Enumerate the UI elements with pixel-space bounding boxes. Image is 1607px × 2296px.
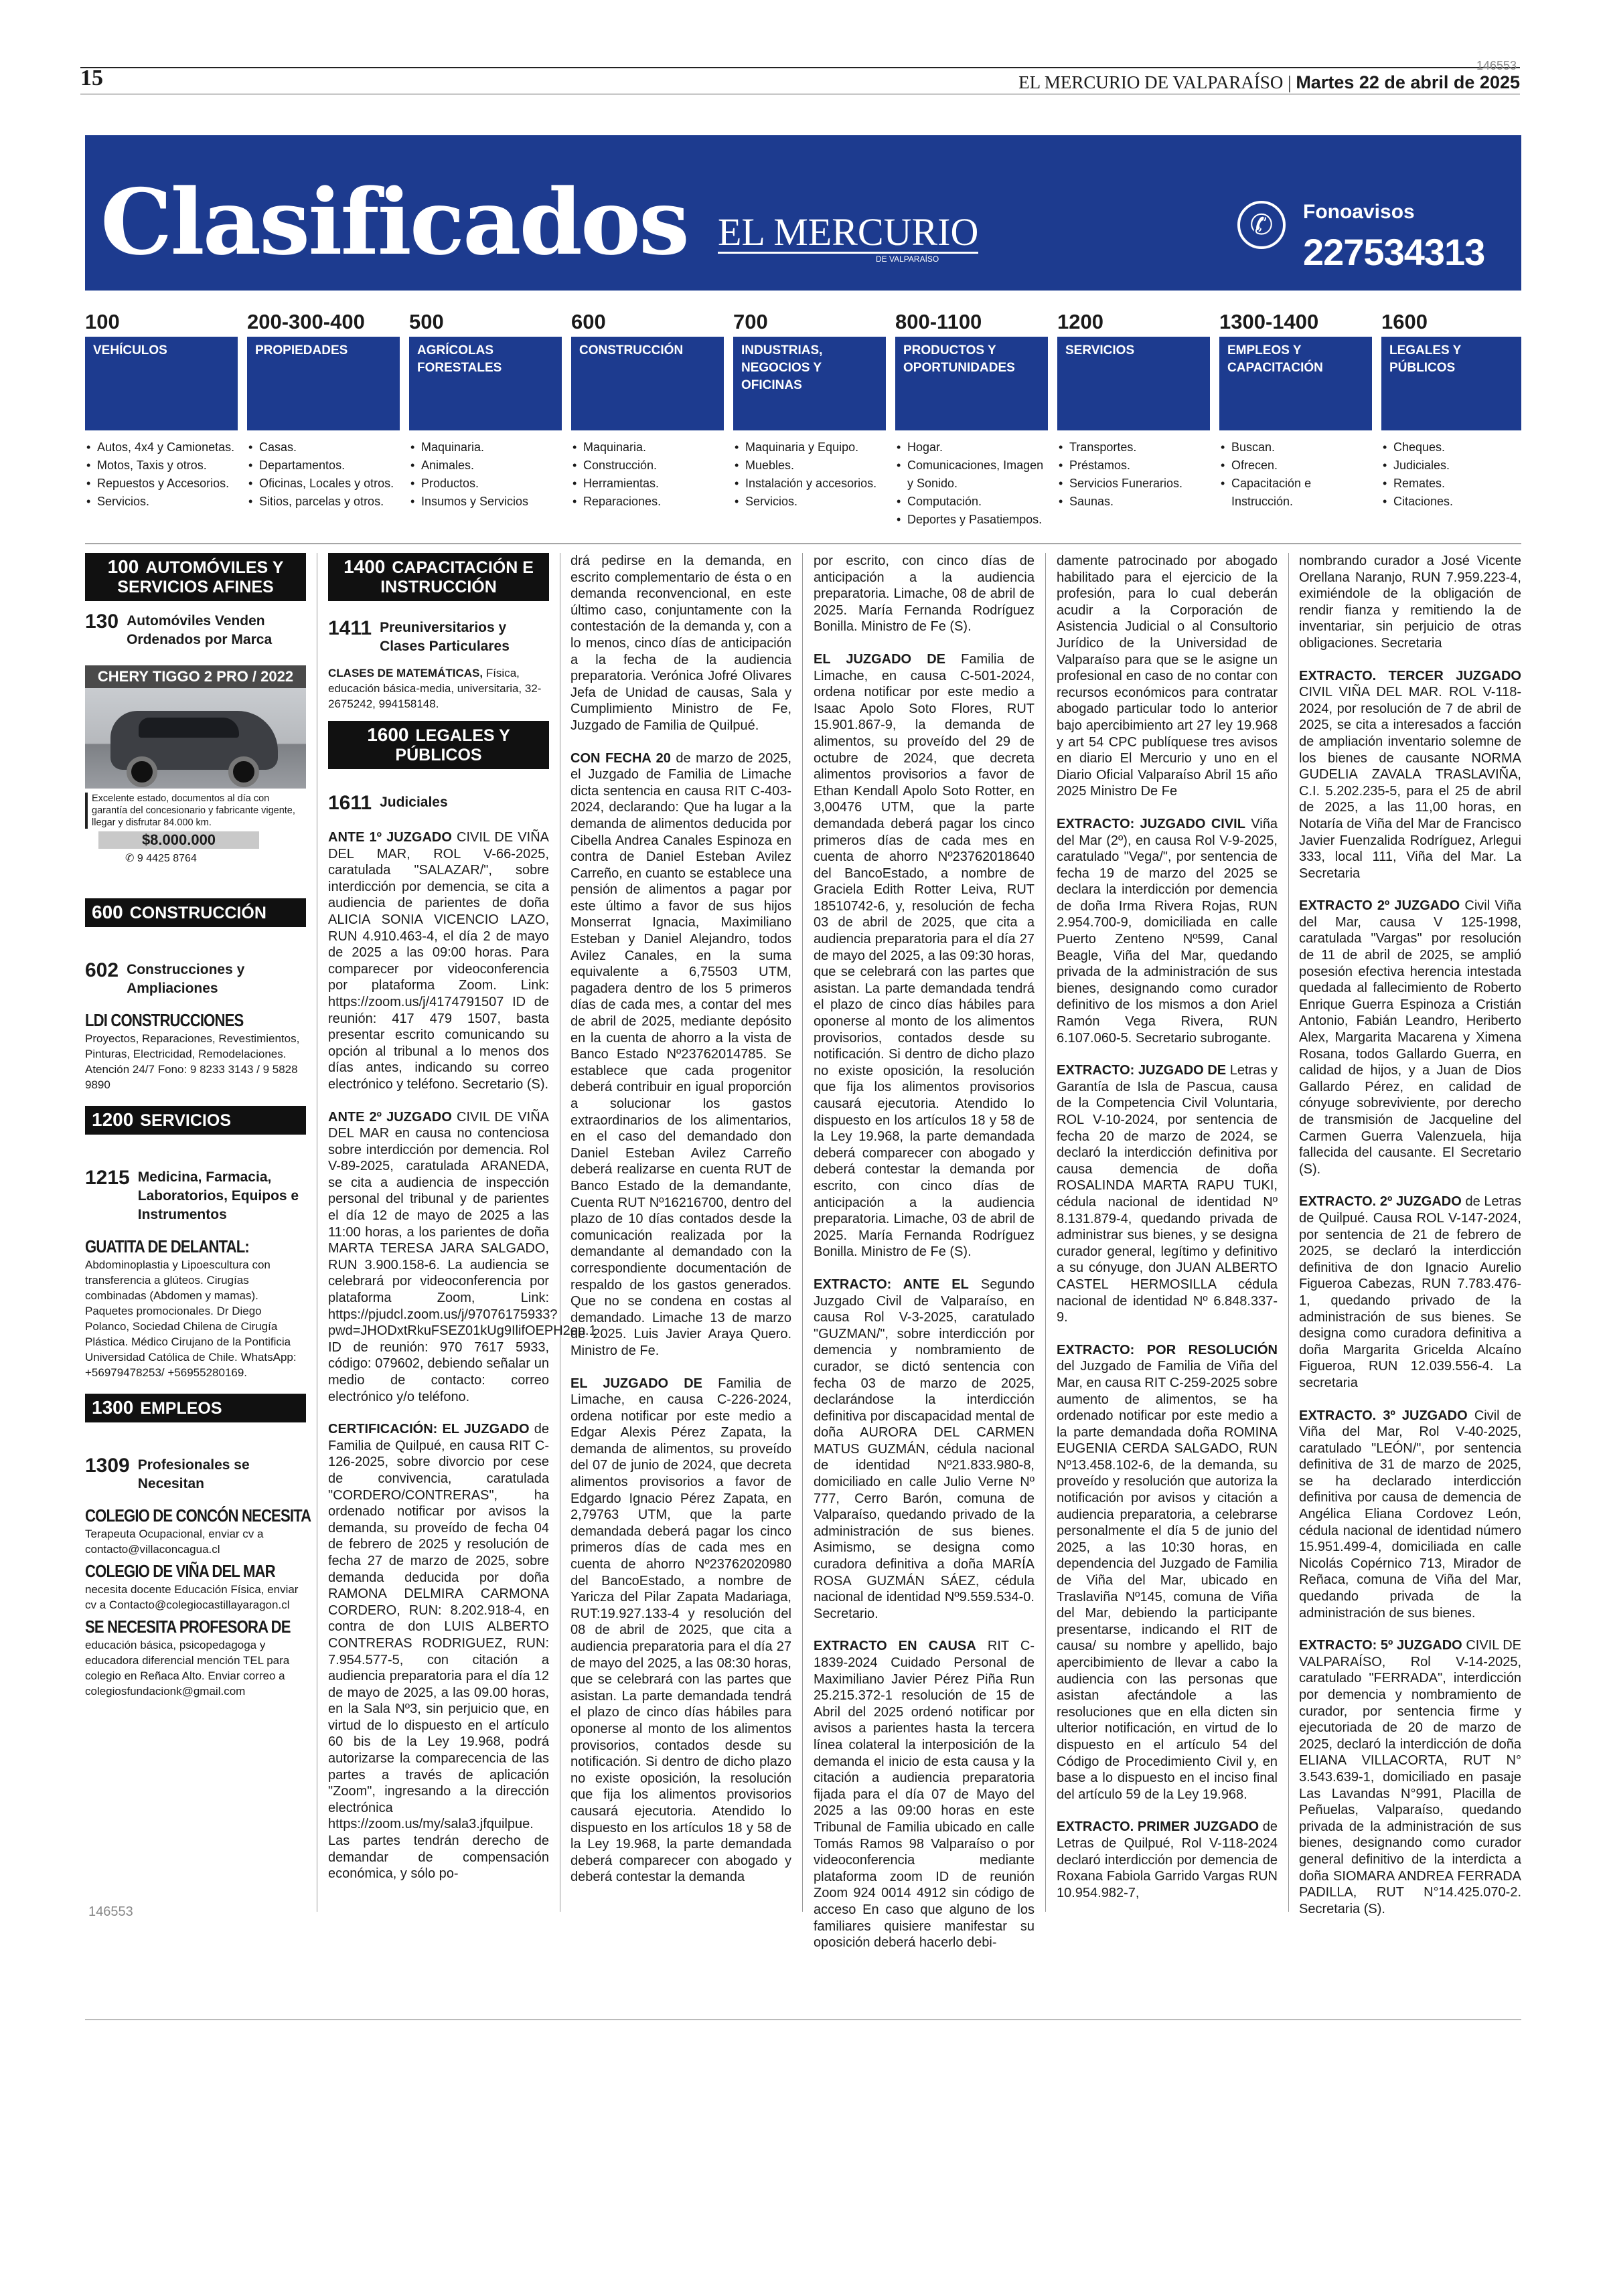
legal-notice: EXTRACTO. 2º JUZGADO de Letras de Quilpué. Causa ROL V-147-2024, por sentencia de 21 de febrero de 2025, se declaró la interdicción definitiva de don Ignacio Aurelio Figueroa Cabezas, RUN 7.783.476-1, quedando privado de la administración de sus bienes. Se designa como curadora definitiva a doña Margarita Gricelda Alcaíno Figueroa, RUN 12.039.556-4. La secretaria bbox=[1299, 1194, 1521, 1390]
section-header-600: 600 CONSTRUCCIÓN bbox=[85, 898, 306, 927]
subsection-1611: 1611 Judiciales bbox=[328, 792, 448, 814]
whatsapp-icon: ✆ bbox=[125, 853, 135, 864]
section-header-100: 100 AUTOMÓVILES Y SERVICIOS AFINES bbox=[85, 553, 306, 601]
legal-notice: damente patrocinado por abogado habilitado para el ejercicio de la profesión, para lo cual deberán acudir a la Corporación de Asistencia Judicial o al Consultorio Jurídico de la Universidad de Valparaíso para que se le asigne un profesional en caso de no contar con recursos económicos para contratar abogado particular todo lo anterior bajo apercibimiento art 27 ley 19.968 y art 54 CPC publíquese tres avisos en diario El Mercurio y uno en el Diario Oficial Valparaíso Abril 15 año 2025 Ministro De Fe bbox=[1057, 554, 1278, 799]
list-item: • Préstamos. bbox=[1057, 457, 1210, 475]
subsection-602: 602 Construcciones y Ampliaciones bbox=[85, 959, 245, 996]
section-header-1600: 1600 LEGALES Y PÚBLICOS bbox=[328, 721, 549, 769]
category-label: AGRÍCOLAS FORESTALES bbox=[409, 337, 562, 430]
newspaper-logo: EL MERCURIO bbox=[718, 210, 979, 254]
column-1 bbox=[85, 553, 311, 1699]
legal-notice: CON FECHA 20 de marzo de 2025, el Juzgado de Familia de Limache dicta sentencia en causa RIT C-403-2024, declarando: Que ha lugar a la demanda de alimentos deducida por Cibella Andrea Canales Espinoza en contra de Daniel Esteban Avilez Carreño, en cuanto se establece una pensión de alimentos a pagar por este último a favor de sus hijos Monserrat Ignacia, Maximiliano Esteban y Daniel Alejandro, todos Avilez Canales, en la suma equivalente a 6,75503 UTM, pagadera dentro de los 5 primeros días de cada mes, a contar del mes de abril de 2025, mediante depósito en la cuenta de ahorro a la vista de Banco Estado Nº23762014785. Se establece que cada progenitor deberá contribuir en igual proporción a solucionar los gastos extraordinarios de los alimentarios, en el caso del demandado don Daniel Esteban Avilez Carreño deberá realizarse en cuenta RUT de Banco Estado de la demandante, Cuenta RUT Nº16216700, dentro del plazo de 10 días contados desde la comunicación realizada por la demandante al demandado con la correspondiente documentación de respaldo de los gastos generados. Que no se condena en costas al demandado. Limache 13 de marzo de 2025. Luis Javier Araya Quero. Ministro de Fe. bbox=[570, 750, 792, 1358]
category-empleos bbox=[1219, 310, 1372, 511]
legal-notice: EL JUZGADO DE Familia de Limache, en causa C-501-2024, ordena notificar por este medio a Isaac Apolo Soto Flores, RUT 15.901.867-9, la demanda de alimentos, su proveído del 29 de octubre de 2024, que decreta alimentos provisorios a favor de Ethan Kendall Apolo Soto Rotter, en 3,00476 UTM, que la parte demandada deberá pagar los cinco primeros días de cada mes en cuenta de ahorro Nº23762018640 del BancoEstado, a nombre de Graciela Edith Rotter Leiva, RUT 18510742-6, y, resolución de fecha 03 de abril de 2025, que cita a audiencia preparatoria para el día 27 de mayo del 2025, a las 09:30 horas, que se celebrará con las partes que asistan. La parte demandada tendrá el plazo de cinco días hábiles para oponerse al monto de los alimentos provisorios, contados desde su notificación. Si dentro de dicho plazo no existe oposición, la resolución que fija los alimentos provisorios causará ejecutoria. Atendido lo dispuesto en los artículos 18 y 58 de la Ley 19.968, la parte demandada deberá comparecer con abogado y deberá contestar la demanda por escrito, con cinco días de anticipación a la audiencia preparatoria. Limache, 03 de abril de 2025. María Fernanda Rodríguez Bonilla. Ministro de Fe (S). bbox=[814, 651, 1035, 1260]
category-items bbox=[1381, 438, 1521, 511]
list-item: • Remates. bbox=[1381, 475, 1521, 493]
category-agricolas bbox=[409, 310, 562, 511]
legal-notice: EXTRACTO: JUZGADO DE Letras y Garantía de Isla de Pascua, causa de la Competencia Civil Voluntaria, ROL V-10-2024, por sentencia de fecha 20 de marzo de 2024, se declaró la interdicción definitiva por causa demencia de doña ROSALINDA MARTA RAPU TUKI, cédula nacional de identidad Nº 8.131.879-4, quedando privada de administrar sus bienes, y se designa curador general, legítimo y definitivo a su cónyuge, don JUAN ALBERTO CASTEL HERMOSILLA cédula nacional de identidad Nº 6.848.337-9. bbox=[1057, 1063, 1278, 1325]
list-item: • Maquinaria. bbox=[571, 438, 724, 457]
legal-notice: drá pedirse en la demanda, en escrito complementario de ésta o en demanda reconvencional, en este último caso, conjuntamente con la contestación de la demanda y, con a lo menos, cinco días de anticipación a la fecha de la audiencia preparatoria. Verónica Jofré Olivares Jefa de Unidad de causas, Sala y Cumplimiento Ministro de Fe, Juzgado de Familia de Quilpué. bbox=[570, 554, 791, 733]
list-item: • Computación. bbox=[895, 493, 1048, 511]
section-header-1300: 1300 EMPLEOS bbox=[85, 1394, 306, 1422]
list-item: • Departamentos. bbox=[247, 457, 400, 475]
legal-notice: EXTRACTO EN CAUSA RIT C-1839-2024 Cuidado Personal de Maximiliano Javier Pérez Piña Run 25.215.372-1 resolución de 15 de Abril del 2025 ordenó notificar por avisos a parientes hasta la tercera línea colateral la interposición de la demanda el inicio de esta causa y la citación a audiencia preparatoria fijada para el día 07 de Mayo del 2025 a las 09:00 horas en este Tribunal de Familia ubicado en calle Tomás Ramos 98 Valparaíso o por videoconferencia mediante plataforma zoom ID de reunión Zoom 924 0014 4912 sin código de acceso En caso que alguno de los familiares quisiere manifestar su oposición deberá hacerlo debi- bbox=[814, 1639, 1035, 1951]
category-number: 200-300-400 bbox=[247, 310, 365, 333]
list-item: • Citaciones. bbox=[1381, 493, 1521, 511]
legal-notice: EXTRACTO: JUZGADO CIVIL Viña del Mar (2º), en causa Rol V-9-2025, caratulado "Vega/", por sentencia de fecha 19 de marzo del 2025 se declara la interdicción por demencia de doña Irma Rivera Rojas, RUN 2.954.700-9, domiciliada en calle Puerto Zenteno Nº599, Canal Beagle, Viña del Mar, quedando privada de la administración de sus bienes, designando como curador definitivo de los mismos a don Ariel Ramón Vega Rivera, RUN 6.107.060-5. Secretario subrogante. bbox=[1057, 816, 1278, 1046]
category-number: 800-1100 bbox=[895, 310, 982, 333]
list-item: • Autos, 4x4 y Camionetas. bbox=[85, 438, 238, 457]
category-items bbox=[1219, 438, 1372, 511]
legal-notice: EXTRACTO. 3º JUZGADO Civil de Viña del Mar, Rol V-40-2025, caratulado "LEÓN/", por sentencia definitiva de 31 de marzo de 2025, se ha declarado interdicción definitiva por causa de demencia de Angélica Eliana Cordovez León, cédula nacional de identidad número 15.951.499-4, domiciliada en calle Nicolás Copérnico 713, Mirador de Reñaca, comuna de Viña del Mar, quedando privada de la administración de sus bienes. bbox=[1299, 1408, 1521, 1621]
legal-notice: nombrando curador a José Vicente Orellana Naranjo, RUN 7.959.223-4, eximiéndole de la obligación de rendir fianza y remitiendo la de inventariar, sin perjuicio de otras obligaciones. Secretaria bbox=[1299, 554, 1521, 651]
list-item: • Sitios, parcelas y otros. bbox=[247, 493, 400, 511]
ad-text: CLASES DE MATEMÁTICAS, Física, educación básica-media, universitaria, 32-2675242, 994158148. bbox=[328, 667, 542, 710]
list-item: • Muebles. bbox=[733, 457, 886, 475]
category-label: EMPLEOS Y CAPACITACIÓN bbox=[1219, 337, 1372, 430]
category-number: 500 bbox=[409, 310, 444, 333]
ad-name: GUATITA DE DELANTAL: bbox=[85, 1236, 249, 1256]
legal-notice: CERTIFICACIÓN: EL JUZGADO de Familia de Quilpué, en causa RIT C-126-2025, sobre divorcio por cese de convivencia, caratulada "CORDERO/CONTRERAS", ha ordenado notificar por avisos la demanda, su proveído de fecha 04 de febrero de 2025 y resolución de fecha 27 de marzo de 2025, sobre demanda deducida por doña RAMONA DELMIRA CARMONA CORDERO, RUN: 8.202.918-4, en contra de don LUIS ALBERTO CONTRERAS RODRIGUEZ, RUN: 7.954.577-5, con citación a audiencia preparatoria para el día 12 de mayo de 2025, a las 09.00 horas, en la Sala Nº3, sin perjuicio que, en virtud de lo dispuesto en el artículo 60 bis de la Ley 19.968, podrá autorizarse la comparecencia de las partes a través de aplicación "Zoom", ingresando a la dirección electrónica https://zoom.us/my/sala3.jfquilpue. Las partes tendrán derecho de demandar de compensación económica, y sólo po- bbox=[328, 1422, 549, 1882]
subsection-1411: 1411 Preuniversitarios y Clases Particulares bbox=[328, 617, 510, 654]
ad-text: Terapeuta Ocupacional, enviar cv a contacto@villaconcagua.cl bbox=[85, 1528, 264, 1556]
ad-name: COLEGIO DE CONCÓN NECESITA bbox=[85, 1505, 311, 1526]
list-item: • Maquinaria y Equipo. bbox=[733, 438, 886, 457]
bottom-rule bbox=[85, 2019, 1521, 2020]
category-propiedades bbox=[247, 310, 400, 511]
list-item: • Servicios. bbox=[733, 493, 886, 511]
legal-notice: EXTRACTO. PRIMER JUZGADO de Letras de Quilpué, Rol V-118-2024 declaró interdicción por demencia de Roxana Fabiola Garrido Vargas RUN 10.954.982-7, bbox=[1057, 1819, 1278, 1900]
list-item: • Servicios Funerarios. bbox=[1057, 475, 1210, 493]
category-number: 1200 bbox=[1057, 310, 1103, 333]
subsection-130: 130 Automóviles Venden Ordenados por Marca bbox=[85, 610, 273, 647]
car-ad-price: $8.000.000 bbox=[98, 831, 259, 849]
legal-notice: EXTRACTO: ANTE EL Segundo Juzgado Civil de Valparaíso, en causa Rol V-3-2025, caratulado "GUZMAN/", sobre interdicción por demencia y nombramiento de curador, se dictó sentencia con fecha 03 de marzo de 2025, declarándose la interdicción definitiva por discapacidad mental de doña AURORA DEL CARMEN MATUS GUZMÁN, cédula nacional de identidad Nº21.833.980-8, domiciliado en calle Julio Verne Nº 777, Cerro Barón, comuna de Valparaíso, quedando privado de la administración de sus bienes. Asimismo, se designa como curadora definitiva a doña MARÍA ROSA GUZMÁN SÁEZ, cédula nacional de identidad Nº9.559.534-0. Secretario. bbox=[814, 1277, 1035, 1621]
list-item: • Ofrecen. bbox=[1219, 457, 1372, 475]
car-ad-title: CHERY TIGGO 2 PRO / 2022 bbox=[85, 665, 306, 688]
page-id-top: 146553 bbox=[1476, 59, 1517, 72]
column-6 bbox=[1299, 553, 1521, 1917]
ad-name: COLEGIO DE VIÑA DEL MAR bbox=[85, 1561, 275, 1581]
list-item: • Transportes. bbox=[1057, 438, 1210, 457]
subsection-1215: 1215 Medicina, Farmacia, Laboratorios, Equipos e Instrumentos bbox=[85, 1167, 299, 1222]
list-item: • Comunicaciones, Imagen y Sonido. bbox=[895, 457, 1048, 493]
page-number: 15 bbox=[80, 66, 103, 90]
list-item: • Saunas. bbox=[1057, 493, 1210, 511]
legal-notice: EXTRACTO: POR RESOLUCIÓN del Juzgado de Familia de Viña del Mar, en causa RIT C-259-2025 sobre aumento de alimentos, se ha ordenado notificar por este medio a la parte demandada doña ROMINA EUGENIA CERDA SALGADO, RUN Nº13.458.102-6, de la demanda, su proveído y resolución que autoriza la notificación por avisos y citación a audiencia preparatoria, a celebrarse personalmente el día 5 de junio del 2025, a las 10:30 horas, en dependencia del Juzgado de Familia de Viña del Mar, ubicado en Traslaviña Nº145, comuna de Viña del Mar, debiendo la participante presentarse, indicando el RIT de causa/ su nombre y apellido, bajo apercibimiento de llevar a cabo la audiencia con las personas que asistan afectándole a las resoluciones que en ella dicten sin ulterior notificación, en virtud de lo dispuesto en el artículo 54 del Código de Procedimiento Civil y, en base a lo dispuesto en el inciso final del artículo 59 de la Ley 19.968. bbox=[1057, 1342, 1278, 1802]
list-item: • Maquinaria. bbox=[409, 438, 562, 457]
column-divider bbox=[1288, 553, 1289, 1912]
category-productos bbox=[895, 310, 1048, 529]
car-ad-description: Excelente estado, documentos al día con garantía del concesionario y fabricante vigente, llegar y disfrutar 84.000 km. bbox=[85, 793, 306, 829]
category-items bbox=[733, 438, 886, 511]
ad-name: SE NECESITA PROFESORA DE bbox=[85, 1617, 291, 1637]
column-3 bbox=[570, 553, 791, 1886]
list-item: • Deportes y Pasatiempos. bbox=[895, 511, 1048, 529]
ad-text: Abdominoplastia y Lipoescultura con transferencia a glúteos. Cirugías combinadas (Abdomen y mamas). Paquetes promocionales. Dr Diego Polanco, Sociedad Chilena de Cirugía Plástica. Médico Cirujano de la Pontificia Universidad Católica de Chile. WhatsApp: +56979478253/ +56955280169. bbox=[85, 1258, 297, 1379]
list-item: • Insumos y Servicios bbox=[409, 493, 562, 511]
category-industrias bbox=[733, 310, 886, 511]
category-number: 1300-1400 bbox=[1219, 310, 1319, 333]
column-5 bbox=[1057, 553, 1278, 1901]
category-label: PRODUCTOS Y OPORTUNIDADES bbox=[895, 337, 1048, 430]
legal-notice: EL JUZGADO DE Familia de Limache, en causa C-226-2024, ordena notificar por este medio a Edgar Alexis Pérez Zapata, la demanda de alimentos, su proveído del 07 de junio de 2024, que decreta alimentos provisorios a favor de Edgardo Ignacio Pérez Zapata, en 2,79763 UTM, que la parte demandada deberá pagar los cinco primeros días de cada mes en cuenta de ahorro Nº23762020980 del BancoEstado, a nombre de Yaricza del Pilar Zapata Madariaga, RUT:19.927.133-4 y resolución del 08 de abril de 2025, que cita a audiencia preparatoria para el día 27 de mayo del 2025, a las 08:30 horas, que se celebrará con las partes que asistan. La parte demandada tendrá el plazo de cinco días hábiles para oponerse al monto de los alimentos provisorios, contados desde su notificación. Si dentro de dicho plazo no existe oposición, la resolución que fija los alimentos provisorios causará ejecutoria. Atendido lo dispuesto en los artículos 18 y 58 de la Ley 19.968, la parte demandada deberá comparecer con abogado y deberá contestar la demanda bbox=[570, 1376, 792, 1885]
legal-notice: ANTE 2º JUZGADO CIVIL DE VIÑA DEL MAR en causa no contenciosa sobre interdicción por demencia. Rol V-89-2025, caratulada ARANEDA, se cita a audiencia de inspección personal del tribunal y de parientes el día 12 de mayo de 2025 a las 11:00 horas, a los parientes de doña MARTA TERESA JARA SALGADO, RUN 3.900.158-6. La audiencia se celebrará por videoconferencia por plataforma Zoom, Link: https://pjudcl.zoom.us/j/97076175933?pwd=JHODxtRkuFSEZ01kUg9IlifOEPH2ep.1 ID de reunión: 970 7617 5933, código: 079602, debiendo señalar un medio de contacto: correo electrónico y/o teléfono. bbox=[328, 1109, 597, 1404]
ad-text: Proyectos, Reparaciones, Revestimientos, Pinturas, Electricidad, Remodelaciones. Atención 24/7 Fono: 9 8233 3143 / 9 5828 9890 bbox=[85, 1032, 300, 1091]
category-label: PROPIEDADES bbox=[247, 337, 400, 430]
fonoavisos-label: Fonoavisos bbox=[1303, 201, 1415, 223]
subsection-1309: 1309 Profesionales se Necesitan bbox=[85, 1455, 250, 1491]
section-header-1200: 1200 SERVICIOS bbox=[85, 1106, 306, 1135]
category-label: INDUSTRIAS, NEGOCIOS Y OFICINAS bbox=[733, 337, 886, 430]
legal-notice: EXTRACTO 2º JUZGADO Civil Viña del Mar, causa V 125-1998, caratulada "Vargas" por resolución de 11 de abril de 2025, se amplió posesión efectiva herencia intestada quedada al fallecimiento de Roberto Enrique Guerra Espinoza a Cristián Antonio, Fabián Leandro, Heriberto Alex, Margarita Macarena y Ximena Rosana, todos Gallardo Guerra, en calidad de hijos, y a Juan de Dios Gallardo Pérez, en calidad de cónyuge sobreviviente, por derecho de transmisión de Jacqueline del Carmen Guerra Valenzuela, hija fallecida del causante. El Secretario (S). bbox=[1299, 898, 1522, 1177]
column-divider bbox=[1045, 553, 1046, 1912]
list-item: • Capacitación e Instrucción. bbox=[1219, 475, 1372, 511]
category-vehiculos bbox=[85, 310, 238, 511]
newspaper-logo-sub: DE VALPARAÍSO bbox=[876, 254, 939, 264]
legal-notice: EXTRACTO. TERCER JUZGADO CIVIL VIÑA DEL MAR. ROL V-118-2024, por resolución de 7 de abril de 2025, se cita a interesados a facción de ampliación inventario solemne de los bienes de causante NORMA GUDELIA ZAVALA TRASLAVIÑA, C.I. 5.202.235-5, para el 25 de abril de 2025, a las 11,00 horas, en Notaría de Viña del Mar de Francisco Javier Fuenzalida Rodríguez, Arlegui 333, local 111, Viña del Mar. La Secretaria bbox=[1299, 668, 1521, 881]
list-item: • Buscan. bbox=[1219, 438, 1372, 457]
category-items bbox=[1057, 438, 1210, 511]
list-item: • Casas. bbox=[247, 438, 400, 457]
phone-icon: ✆ bbox=[1237, 201, 1286, 249]
list-item: • Instalación y accesorios. bbox=[733, 475, 886, 493]
list-item: • Construcción. bbox=[571, 457, 724, 475]
car-photo bbox=[85, 688, 306, 789]
car-ad bbox=[85, 665, 306, 865]
category-items bbox=[571, 438, 724, 511]
list-item: • Animales. bbox=[409, 457, 562, 475]
category-construccion bbox=[571, 310, 724, 511]
category-label: VEHÍCULOS bbox=[85, 337, 238, 430]
ad-text: educación básica, psicopedagoga y educadora diferencial mención TEL para colegio en Reñaca Alto. Enviar correo a colegiosfundacionk@gmail.com bbox=[85, 1639, 290, 1698]
issue-date: Martes 22 de abril de 2025 bbox=[1296, 72, 1520, 92]
list-item: • Judiciales. bbox=[1381, 457, 1521, 475]
category-label: SERVICIOS bbox=[1057, 337, 1210, 430]
category-number: 1600 bbox=[1381, 310, 1428, 333]
list-item: • Productos. bbox=[409, 475, 562, 493]
column-divider bbox=[802, 553, 803, 1912]
category-items bbox=[85, 438, 238, 511]
ad-name: LDI CONSTRUCCIONES bbox=[85, 1010, 244, 1030]
list-item: • Servicios. bbox=[85, 493, 238, 511]
column-2 bbox=[328, 553, 597, 1882]
list-item: • Reparaciones. bbox=[571, 493, 724, 511]
category-items bbox=[895, 438, 1048, 529]
category-number: 600 bbox=[571, 310, 606, 333]
page-header-date: EL MERCURIO DE VALPARAÍSO | Martes 22 de abril de 2025 bbox=[1018, 72, 1520, 92]
top-rule bbox=[80, 67, 1520, 68]
category-items bbox=[247, 438, 400, 511]
list-item: • Motos, Taxis y otros. bbox=[85, 457, 238, 475]
ad-text: necesita docente Educación Física, enviar cv a Contacto@colegiocastillayaragon.cl bbox=[85, 1583, 299, 1611]
section-header-1400: 1400 CAPACITACIÓN E INSTRUCCIÓN bbox=[328, 553, 549, 601]
newspaper-name: EL MERCURIO DE VALPARAÍSO bbox=[1018, 72, 1284, 92]
car-ad-phone: ✆ 9 4425 8764 bbox=[125, 853, 197, 864]
page-id-bottom: 146553 bbox=[88, 1904, 133, 1919]
category-number: 700 bbox=[733, 310, 768, 333]
category-items bbox=[409, 438, 562, 511]
list-item: • Repuestos y Accesorios. bbox=[85, 475, 238, 493]
category-number: 100 bbox=[85, 310, 120, 333]
category-servicios bbox=[1057, 310, 1210, 511]
fonoavisos-number: 227534313 bbox=[1303, 231, 1485, 273]
category-legales bbox=[1381, 310, 1521, 511]
legal-notice: EXTRACTO: 5º JUZGADO CIVIL DE VALPARAÍSO, Rol V-14-2025, caratulado "FERRADA", interdicción por demencia y nombramiento de curador, por sentencia firme y ejecutoriada de 20 de marzo de 2025, declaró la interdicción de doña ELIANA VILLACORTA, RUT N° 3.543.639-1, domiciliado en pasaje Las Lavandas N°991, Placilla de Peñuelas, Valparaíso, quedando privada de la administración de sus bienes, designando como curador general definitivo de la interdicta a doña SIOMARA ANDREA FERRADA PADILLA, RUT N°14.425.070-2. Secretaria (S). bbox=[1299, 1638, 1521, 1916]
list-item: • Hogar. bbox=[895, 438, 1048, 457]
legal-notice: por escrito, con cinco días de anticipación a la audiencia preparatoria. Limache, 08 de abril de 2025. María Fernanda Rodríguez Bonilla. Ministro de Fe (S). bbox=[814, 554, 1035, 635]
legal-notice: ANTE 1º JUZGADO CIVIL DE VIÑA DEL MAR, ROL V-66-2025, caratulada "SALAZAR/", sobre interdicción por demencia, se cita a audiencia de parientes de doña ALICIA SONIA VICENCIO LAZO, RUN 4.910.463-4, el día 2 de mayo de 2025 a las 09:00 horas. Para comparecer por videoconferencia por plataforma Zoom. Link: https://zoom.us/j/4174791507 ID de reunión: 417 479 1507, basta presentar escrito comunicando su opción al tribunal a lo menos dos días antes, indicando su correo electrónico y teléfono. Secretario (S). bbox=[328, 830, 549, 1092]
list-item: • Cheques. bbox=[1381, 438, 1521, 457]
column-4 bbox=[814, 553, 1035, 1951]
category-label: CONSTRUCCIÓN bbox=[571, 337, 724, 430]
section-title: Clasificados bbox=[100, 169, 688, 275]
list-item: • Herramientas. bbox=[571, 475, 724, 493]
category-label: LEGALES Y PÚBLICOS bbox=[1381, 337, 1521, 430]
list-item: • Oficinas, Locales y otros. bbox=[247, 475, 400, 493]
